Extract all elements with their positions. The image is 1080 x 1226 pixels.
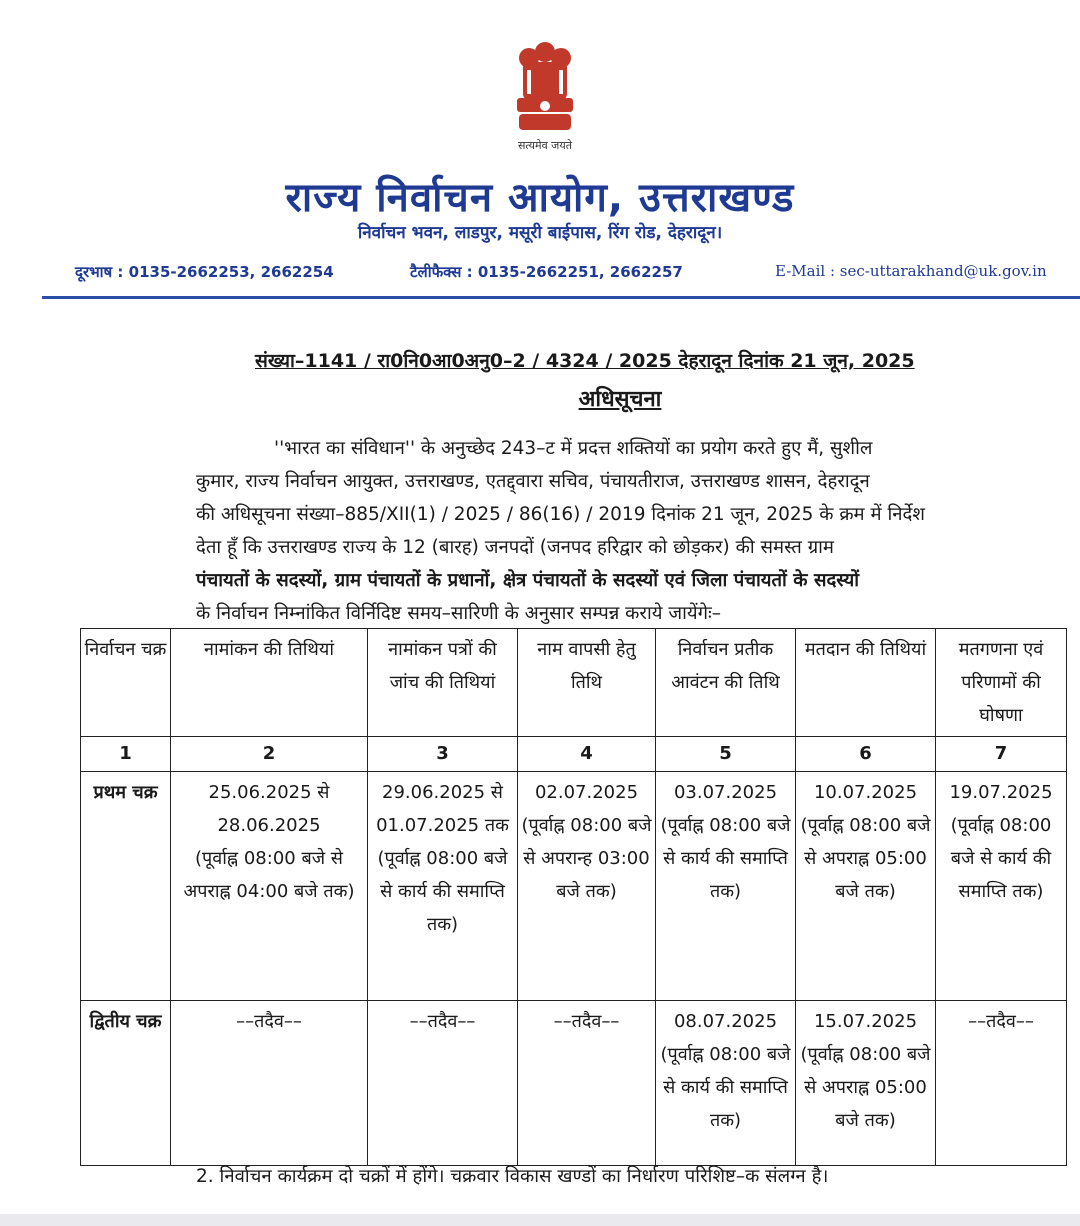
table-header-row: [81, 629, 1067, 737]
paragraph-line: की अधिसूचना संख्या–885/XII(1) / 2025 / 86(16) / 2019 दिनांक 21 जून, 2025 के क्रम में निर्देश: [196, 504, 925, 525]
cell-time: (पूर्वाह्न 08:00 बजे से कार्य की समाप्ति तक): [950, 815, 1052, 902]
table-cell: [936, 772, 1067, 1001]
column-header: निर्वाचन प्रतीक आवंटन की तिथि: [656, 629, 796, 737]
cell-date: 10.07.2025: [813, 782, 918, 803]
cell-time: (पूर्वाह्न 08:00 बजे से अपराह्न 05:00 बजे तक): [800, 1044, 931, 1131]
column-number-row: [81, 737, 1067, 772]
column-number: 2: [171, 737, 368, 772]
phase-label: प्रथम चक्र: [81, 772, 171, 1001]
letterhead-divider: [42, 296, 1080, 299]
national-emblem-icon: [505, 38, 585, 153]
column-header: मतदान की तिथियां: [796, 629, 936, 737]
cell-date: 15.07.2025: [813, 1011, 918, 1032]
table-cell: [796, 1001, 936, 1166]
paragraph-line: पंचायतों के सदस्यों, ग्राम पंचायतों के प्रधानों, क्षेत्र पंचायतों के सदस्यों एवं जिला पंचायतों के सदस्यों: [196, 570, 859, 591]
column-header: निर्वाचन चक्र: [81, 629, 171, 737]
cell-date: 29.06.2025 से 01.07.2025 तक: [376, 782, 509, 836]
column-number: 3: [368, 737, 518, 772]
column-header: मतगणना एवं परिणामों की घोषणा: [936, 629, 1067, 737]
telefax-numbers: टैलीफैक्स : 0135-2662251, 2662257: [410, 263, 683, 281]
election-schedule-table: [80, 628, 1067, 1166]
cell-time: (पूर्वाह्न 08:00 बजे से कार्य की समाप्ति तक): [377, 848, 508, 935]
cell-date: 19.07.2025: [949, 782, 1053, 803]
organization-title: राज्य निर्वाचन आयोग, उत्तराखण्ड: [285, 175, 795, 221]
paragraph-line: के निर्वाचन निम्नांकित विर्निदिष्ट समय–सारिणी के अनुसार सम्पन्न कराये जायेंगेः–: [196, 603, 721, 624]
table-cell: ––तदैव––: [518, 1001, 656, 1166]
emblem-motto: सत्यमेव जयते: [517, 139, 572, 152]
notification-heading: अधिसूचना: [578, 387, 662, 412]
column-number: 6: [796, 737, 936, 772]
column-number: 4: [518, 737, 656, 772]
reference-number: संख्या–1141 / रा0नि0आ0अनु0–2 / 4324 / 2025 देहरादून दिनांक 21 जून, 2025: [255, 350, 915, 372]
column-header: नाम वापसी हेतु तिथि: [518, 629, 656, 737]
cell-time: (पूर्वाह्न 08:00 बजे से अपराह्न 05:00 बजे तक): [800, 815, 931, 902]
cell-date: 25.06.2025 से 28.06.2025: [208, 782, 330, 836]
cell-date: 02.07.2025: [534, 782, 639, 803]
table-cell: [518, 772, 656, 1001]
cell-date: 03.07.2025: [673, 782, 778, 803]
cell-time: (पूर्वाह्न 08:00 बजे से कार्य की समाप्ति तक): [660, 815, 791, 902]
table-cell: ––तदैव––: [368, 1001, 518, 1166]
email-address: E-Mail : sec-uttarakhand@uk.gov.in: [775, 262, 1047, 280]
organization-address: निर्वाचन भवन, लाडपुर, मसूरी बाईपास, रिंग रोड, देहरादून।: [357, 223, 723, 243]
cell-time: (पूर्वाह्न 08:00 बजे से कार्य की समाप्ति तक): [660, 1044, 791, 1131]
phase-label: द्वितीय चक्र: [81, 1001, 171, 1166]
table-cell: [656, 1001, 796, 1166]
bottom-bar: [0, 1214, 1080, 1226]
column-number: 5: [656, 737, 796, 772]
phone-numbers: दूरभाष : 0135-2662253, 2662254: [75, 263, 334, 281]
paragraph-two: 2. निर्वाचन कार्यक्रम दो चक्रों में होंगे। चक्रवार विकास खण्डों का निर्धारण परिशिष्ट–क संलग्न है।: [196, 1166, 829, 1187]
table-row-phase-2: [81, 1001, 1067, 1166]
table-cell: [796, 772, 936, 1001]
column-header: नामांकन पत्रों की जांच की तिथियां: [368, 629, 518, 737]
paragraph-line: कुमार, राज्य निर्वाचन आयुक्त, उत्तराखण्ड, एतद्द्वारा सचिव, पंचायतीराज, उत्तराखण्ड शासन, देहरादून: [196, 471, 870, 492]
table-row-phase-1: [81, 772, 1067, 1001]
table-cell: [656, 772, 796, 1001]
column-header: नामांकन की तिथियां: [171, 629, 368, 737]
paragraph-line: देता हूँ कि उत्तराखण्ड राज्य के 12 (बारह) जनपदों (जनपद हरिद्वार को छोड़कर) की समस्त ग्राम: [196, 537, 834, 558]
cell-time: (पूर्वाह्न 08:00 बजे से अपरान्ह 03:00 बजे तक): [521, 815, 652, 902]
column-number: 1: [81, 737, 171, 772]
notification-paragraph: [196, 432, 1038, 630]
table-cell: ––तदैव––: [936, 1001, 1067, 1166]
cell-time: (पूर्वाह्न 08:00 बजे से अपराह्न 04:00 बजे तक): [183, 848, 355, 902]
cell-date: 08.07.2025: [673, 1011, 778, 1032]
table-cell: ––तदैव––: [171, 1001, 368, 1166]
table-cell: [368, 772, 518, 1001]
paragraph-line: ''भारत का संविधान'' के अनुच्छेद 243–ट में प्रदत्त शक्तियों का प्रयोग करते हुए मैं, सुशील: [274, 438, 873, 459]
table-cell: [171, 772, 368, 1001]
column-number: 7: [936, 737, 1067, 772]
